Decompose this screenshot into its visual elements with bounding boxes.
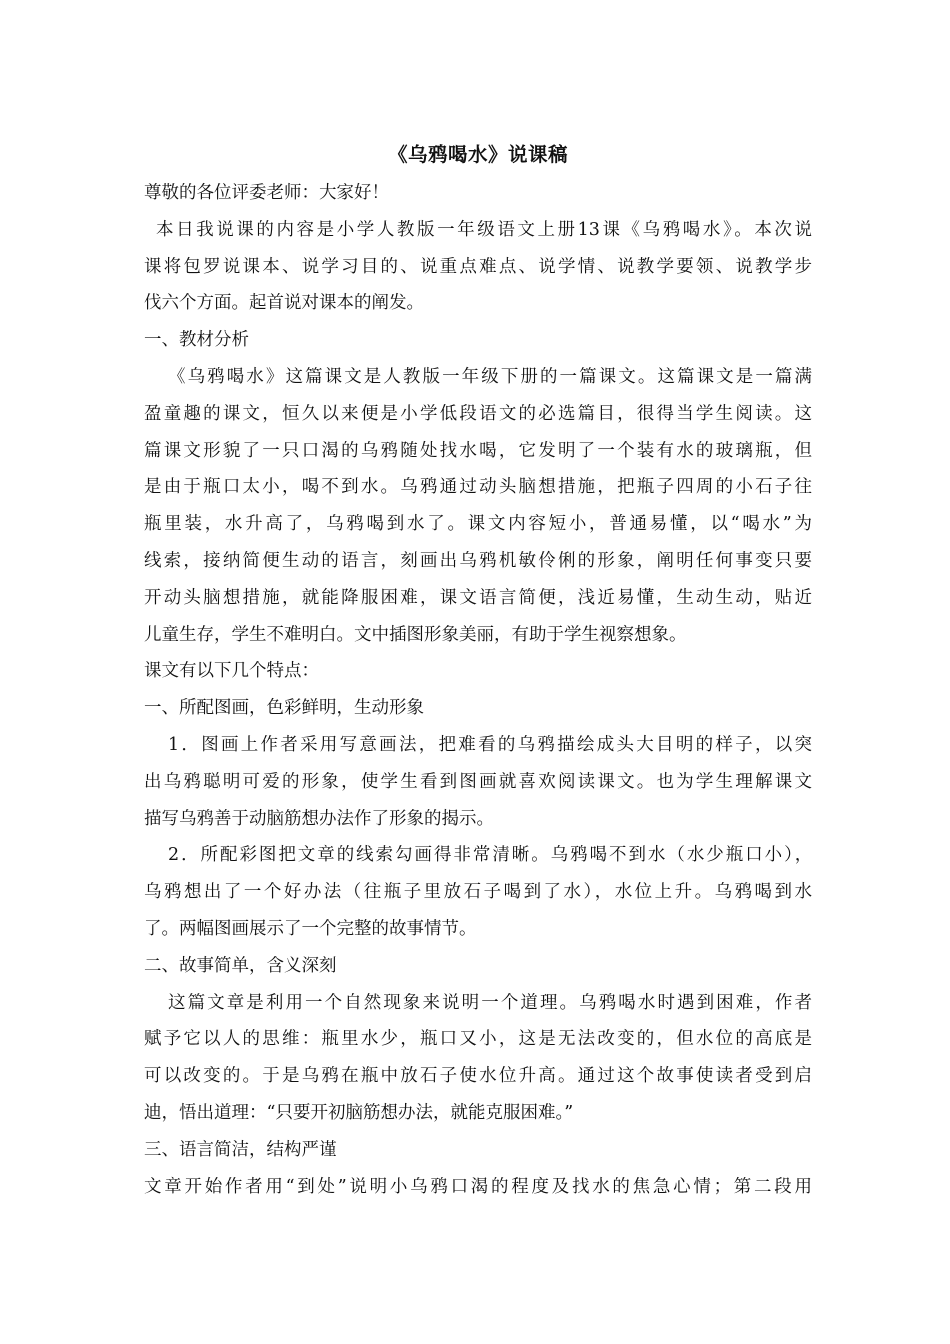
paragraph-line: 本日我说课的内容是小学人教版一年级语文上册13课《乌鸦喝水》。本次说 (156, 219, 812, 240)
document-title: 《乌鸦喝水》说课稿 (387, 143, 568, 166)
paragraph-line: 线索，接纳简便生动的语言，刻画出乌鸦机敏伶俐的形象，阐明任何事变只要 (144, 550, 812, 571)
paragraph-line: 迪，悟出道理：“只要开初脑筋想办法，就能克服困难。” (144, 1102, 574, 1123)
list-item-line: 乌鸦想出了一个好办法（往瓶子里放石子喝到了水），水位上升。乌鸦喝到水 (144, 882, 812, 903)
paragraph-line: 是由于瓶口太小，喝不到水。乌鸦通过动头脑想措施，把瓶子四周的小石子往 (144, 477, 812, 498)
section-heading: 一、教材分析 (144, 330, 249, 351)
paragraph-line: 课文有以下几个特点： (144, 661, 319, 682)
paragraph-line: 儿童生存，学生不难明白。文中插图形象美丽，有助于学生视察想象。 (144, 624, 687, 645)
list-item-line: 出乌鸦聪明可爱的形象，使学生看到图画就喜欢阅读课文。也为学生理解课文 (144, 771, 812, 792)
paragraph-line: 《乌鸦喝水》这篇课文是人教版一年级下册的一篇课文。这篇课文是一篇满 (168, 366, 812, 387)
list-item-line: 了。两幅图画展示了一个完整的故事情节。 (144, 918, 477, 939)
greeting-line: 尊敬的各位评委老师：大家好！ (144, 183, 389, 203)
list-item-line: 描写乌鸦善于动脑筋想办法作了形象的揭示。 (144, 808, 494, 829)
paragraph-line: 盈童趣的课文，恒久以来便是小学低段语文的必选篇目，很得当学生阅读。这 (144, 403, 812, 424)
section-heading: 三、语言简洁，结构严谨 (144, 1139, 337, 1160)
paragraph-line: 篇课文形貌了一只口渴的乌鸦随处找水喝，它发明了一个装有水的玻璃瓶，但 (144, 440, 812, 461)
list-item-line: 2．所配彩图把文章的线索勾画得非常清晰。乌鸦喝不到水（水少瓶口小）， (168, 845, 812, 866)
paragraph-line: 伐六个方面。起首说对课本的阐发。 (144, 293, 424, 314)
paragraph-line: 文章开始作者用“到处”说明小乌鸦口渴的程度及找水的焦急心情；第二段用 (144, 1176, 812, 1197)
paragraph-line: 这篇文章是利用一个自然现象来说明一个道理。乌鸦喝水时遇到困难，作者 (168, 992, 812, 1013)
section-heading: 二、故事简单，含义深刻 (144, 955, 337, 976)
document-body (144, 136, 812, 1205)
section-heading: 一、所配图画，色彩鲜明，生动形象 (144, 698, 424, 719)
paragraph-line: 课将包罗说课本、说学习目的、说重点难点、说学情、说教学要领、说教学步 (144, 256, 812, 277)
paragraph-line: 赋予它以人的思维：瓶里水少，瓶口又小，这是无法改变的，但水位的高底是 (144, 1029, 812, 1050)
paragraph-line: 可以改变的。于是乌鸦在瓶中放石子使水位升高。通过这个故事使读者受到启 (144, 1066, 812, 1087)
paragraph-line: 瓶里装，水升高了，乌鸦喝到水了。课文内容短小，普通易懂，以“喝水”为 (144, 514, 812, 535)
paragraph-line: 开动头脑想措施，就能降服困难，课文语言简便，浅近易懂，生动生动，贴近 (144, 587, 812, 608)
list-item-line: 1．图画上作者采用写意画法，把难看的乌鸦描绘成头大目明的样子，以突 (168, 734, 812, 755)
